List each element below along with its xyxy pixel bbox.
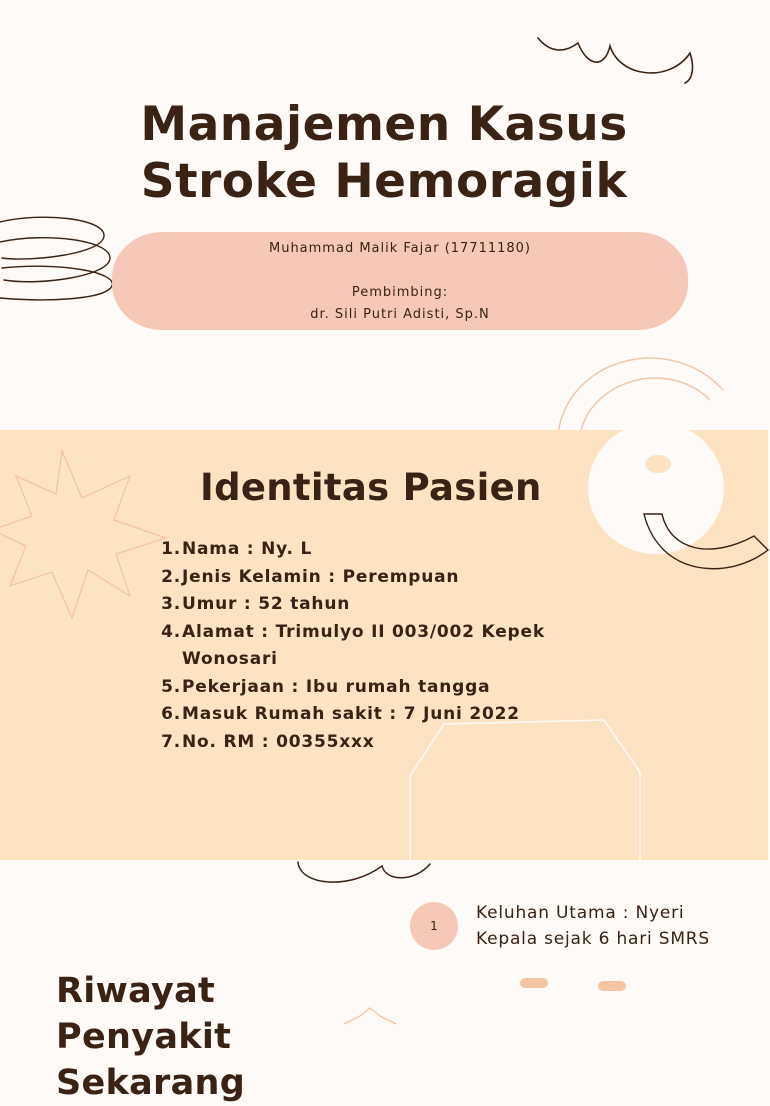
author-info	[112, 238, 688, 326]
list-item: 1. Nama : Ny. L	[161, 539, 313, 559]
complaint-line-1: Keluhan Utama : Nyeri	[476, 903, 685, 923]
chief-complaint	[476, 900, 766, 952]
pill-decoration	[598, 981, 626, 991]
title-line-2: Stroke Hemoragik	[140, 154, 628, 209]
complaint-line-2: Kepala sejak 6 hari SMRS	[476, 929, 711, 949]
identity-title: Identitas Pasien	[200, 466, 542, 509]
title-slide	[0, 0, 768, 430]
list-item: 7. No. RM : 00355xxx	[161, 731, 375, 752]
presentation-title	[0, 96, 768, 210]
pill-decoration	[520, 978, 548, 988]
identity-list	[158, 536, 578, 756]
list-item: 2. Jenis Kelamin : Perempuan	[161, 566, 460, 587]
loop-scribble-decoration	[0, 210, 120, 305]
supervisor-label: Pembimbing:	[351, 285, 449, 300]
supervisor-name: dr. Sili Putri Adisti, Sp.N	[310, 307, 490, 322]
list-item: 3. Umur : 52 tahun	[161, 594, 351, 614]
star-outline-decoration	[0, 446, 175, 621]
scribble-decoration	[290, 860, 440, 890]
arc-decoration	[630, 500, 770, 580]
title-line-1: Manajemen Kasus	[140, 97, 628, 152]
history-title: Riwayat Penyakit Sekarang	[56, 971, 246, 1103]
step-number-badge: 1	[410, 902, 458, 950]
list-item: 5. Pekerjaan : Ibu rumah tangga	[161, 676, 491, 697]
list-item: 4. Alamat : Trimulyo II 003/002 Kepek Wonosari	[161, 621, 545, 669]
list-item: 6. Masuk Rumah sakit : 7 Juni 2022	[161, 704, 520, 724]
scribble-decoration	[530, 28, 700, 88]
author-name: Muhammad Malik Fajar (17711180)	[268, 241, 532, 256]
